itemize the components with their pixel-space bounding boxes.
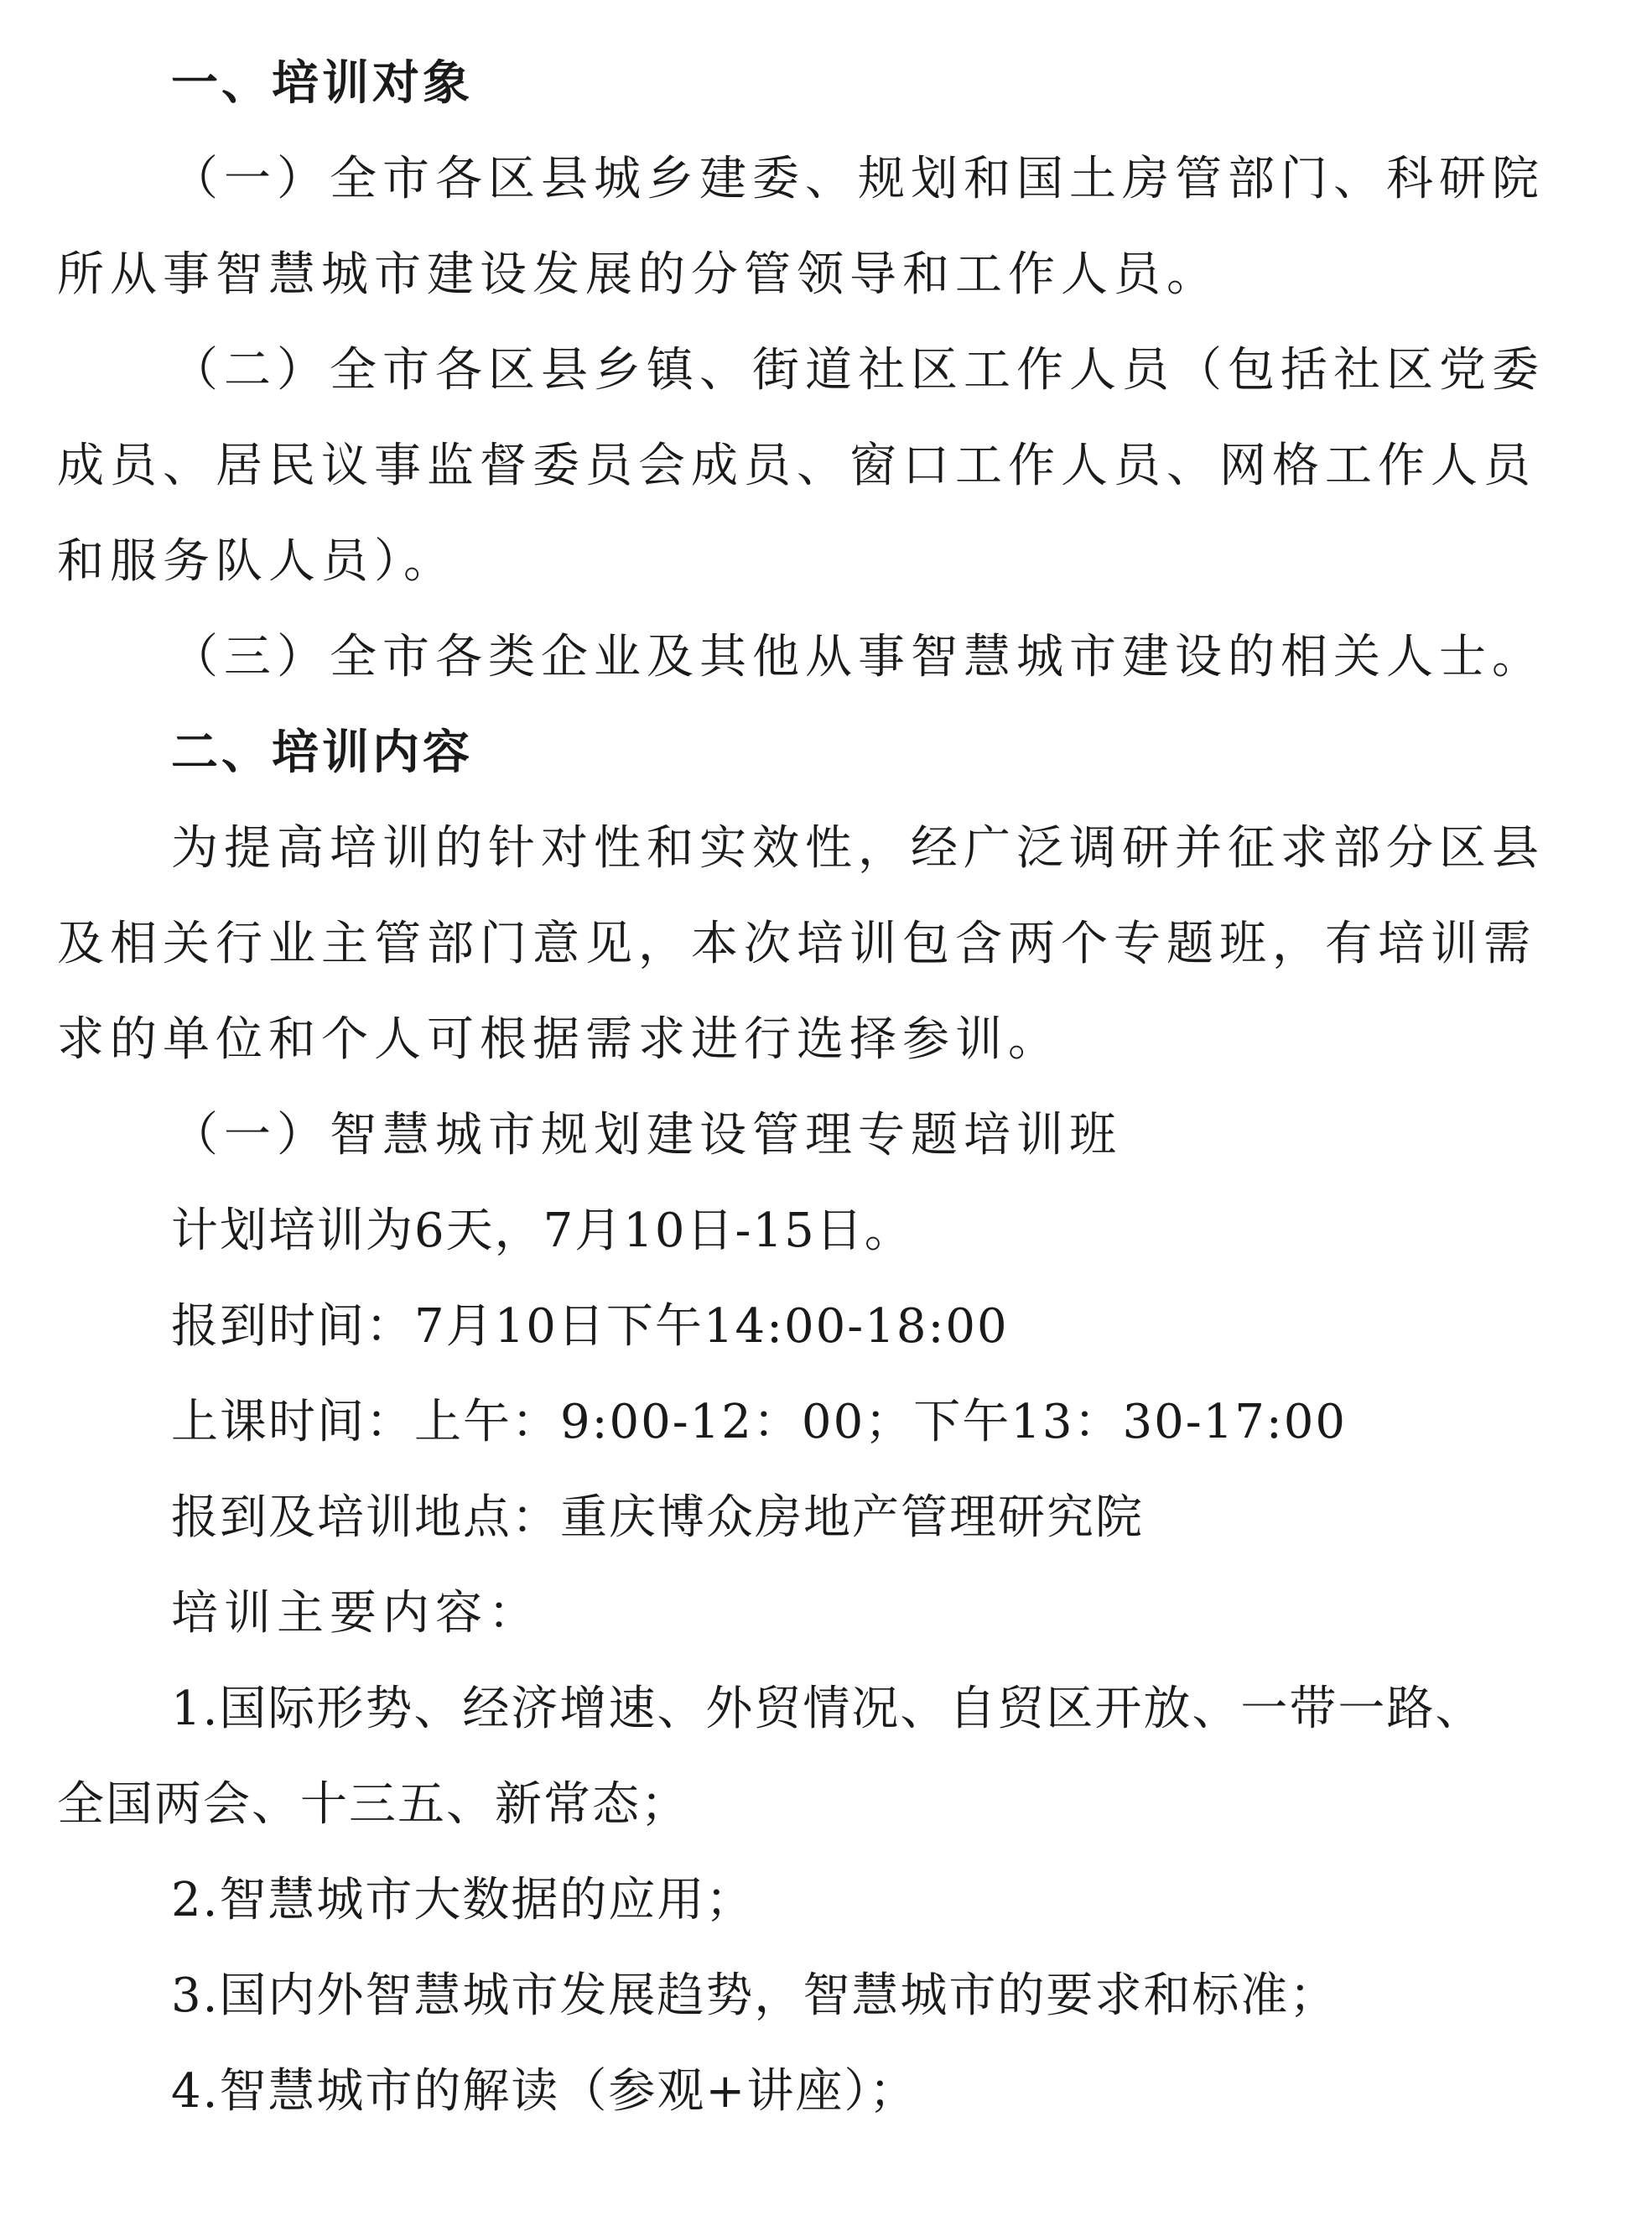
section2-heading: 二、培训内容 bbox=[171, 725, 473, 780]
section1-item2-line2: 成员、居民议事监督委员会成员、窗口工作人员、网格工作人员 bbox=[57, 439, 1536, 493]
content-item-4: 4.智慧城市的解读（参观+讲座）； bbox=[171, 2064, 918, 2119]
class1-duration: 计划培训为6天，7月10日-15日。 bbox=[171, 1204, 913, 1258]
section2-intro-line2: 及相关行业主管部门意见，本次培训包含两个专题班，有培训需 bbox=[57, 917, 1536, 971]
content-item-1-line1: 1.国际形势、经济增速、外贸情况、自贸区开放、一带一路、 bbox=[171, 1682, 1484, 1736]
class1-location: 报到及培训地点：重庆博众房地产管理研究院 bbox=[171, 1490, 1144, 1545]
class1-class-time: 上课时间：上午：9:00-12：00；下午13：30-17:00 bbox=[171, 1395, 1348, 1449]
content-item-1-line2: 全国两会、十三五、新常态； bbox=[57, 1777, 689, 1832]
section1-item2-line1: （二）全市各区县乡镇、街道社区工作人员（包括社区党委 bbox=[171, 343, 1545, 398]
section1-item1-line1: （一）全市各区县城乡建委、规划和国土房管部门、科研院 bbox=[171, 152, 1545, 206]
class1-content-label: 培训主要内容： bbox=[171, 1586, 541, 1641]
content-item-2: 2.智慧城市大数据的应用； bbox=[171, 1873, 755, 1927]
section1-item3-line1: （三）全市各类企业及其他从事智慧城市建设的相关人士。 bbox=[171, 630, 1545, 684]
class1-title: （一）智慧城市规划建设管理专题培训班 bbox=[171, 1108, 1122, 1162]
content-item-3: 3.国内外智慧城市发展趋势，智慧城市的要求和标准； bbox=[171, 1968, 1338, 2023]
section2-intro-line1: 为提高培训的针对性和实效性，经广泛调研并征求部分区县 bbox=[171, 821, 1545, 876]
section1-item1-line2: 所从事智慧城市建设发展的分管领导和工作人员。 bbox=[57, 247, 1219, 302]
section1-item2-line3: 和服务队人员）。 bbox=[57, 534, 456, 589]
class1-checkin-time: 报到时间：7月10日下午14:00-18:00 bbox=[171, 1299, 1009, 1354]
document-page bbox=[57, 50, 1604, 2154]
section1-heading: 一、培训对象 bbox=[171, 56, 473, 111]
section2-intro-line3: 求的单位和个人可根据需求进行选择参训。 bbox=[57, 1012, 1061, 1067]
